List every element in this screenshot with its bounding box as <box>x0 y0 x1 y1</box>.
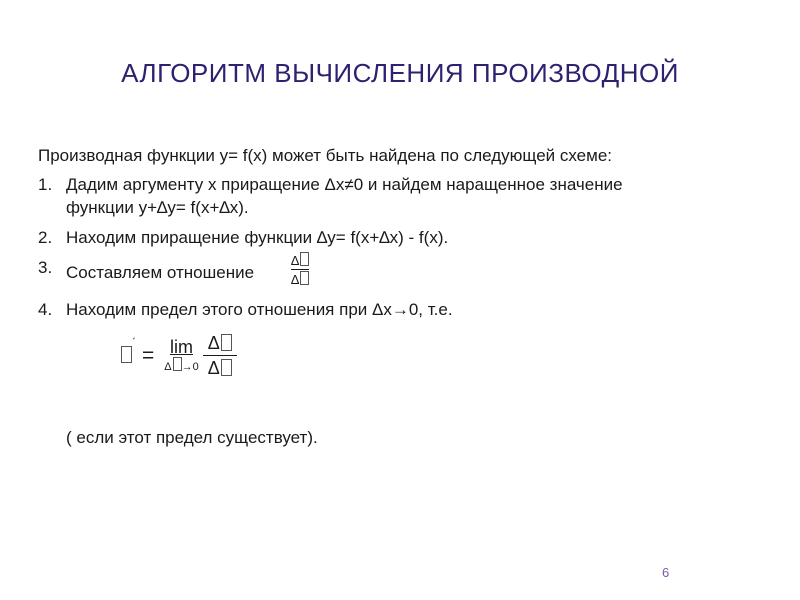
prime-mark: ´ <box>132 336 136 349</box>
step-number: 3. <box>38 258 53 277</box>
ratio-numerator: Δ <box>291 253 310 268</box>
step-number: 1. <box>38 175 53 194</box>
step-3-text: Составляем отношение <box>66 262 255 282</box>
page-number: 6 <box>662 565 670 580</box>
placeholder-box <box>300 271 309 285</box>
placeholder-box <box>121 346 132 363</box>
formula-lhs <box>120 336 136 367</box>
placeholder-box <box>221 334 232 351</box>
ratio-denominator: Δ <box>291 272 310 287</box>
step-4-text: Находим предел этого отношения при Δx→0, т.е. <box>66 300 453 319</box>
step-1-line-2: функции y+∆y= f(x+∆x). <box>66 198 249 217</box>
placeholder-box <box>173 357 182 371</box>
fraction-bar <box>291 269 310 270</box>
condition-note: ( если этот предел существует). <box>66 428 318 447</box>
step-number: 4. <box>38 300 53 319</box>
ratio-fraction <box>291 252 310 287</box>
limit-operator <box>164 337 198 374</box>
page-title: АЛГОРИТМ ВЫЧИСЛЕНИЯ ПРОИЗВОДНОЙ <box>121 58 679 88</box>
step-number: 2. <box>38 228 53 247</box>
derivative-formula <box>120 332 237 379</box>
placeholder-box <box>300 252 309 266</box>
equals-sign: = <box>142 343 155 367</box>
step-2-text: Находим приращение функции ∆y= f(x+∆x) - f(x). <box>66 228 449 247</box>
step-1-line-1: Дадим аргументу x приращение Δx≠0 и найдем наращенное значение <box>66 175 623 194</box>
lim-subscript: Δ →0 <box>164 357 198 374</box>
step-2 <box>38 226 738 249</box>
step-4 <box>38 298 738 321</box>
algorithm-steps <box>38 173 738 328</box>
lim-word: lim <box>170 337 193 357</box>
placeholder-box <box>221 359 232 376</box>
step-3 <box>38 253 738 291</box>
fraction-bar <box>203 355 237 356</box>
intro-text: Производная функции y= f(x) может быть найдена по следующей схеме: <box>38 146 612 165</box>
step-1 <box>38 173 738 219</box>
fraction-numerator: Δ <box>208 332 232 354</box>
limit-fraction <box>203 332 237 379</box>
fraction-denominator: Δ <box>208 357 232 379</box>
